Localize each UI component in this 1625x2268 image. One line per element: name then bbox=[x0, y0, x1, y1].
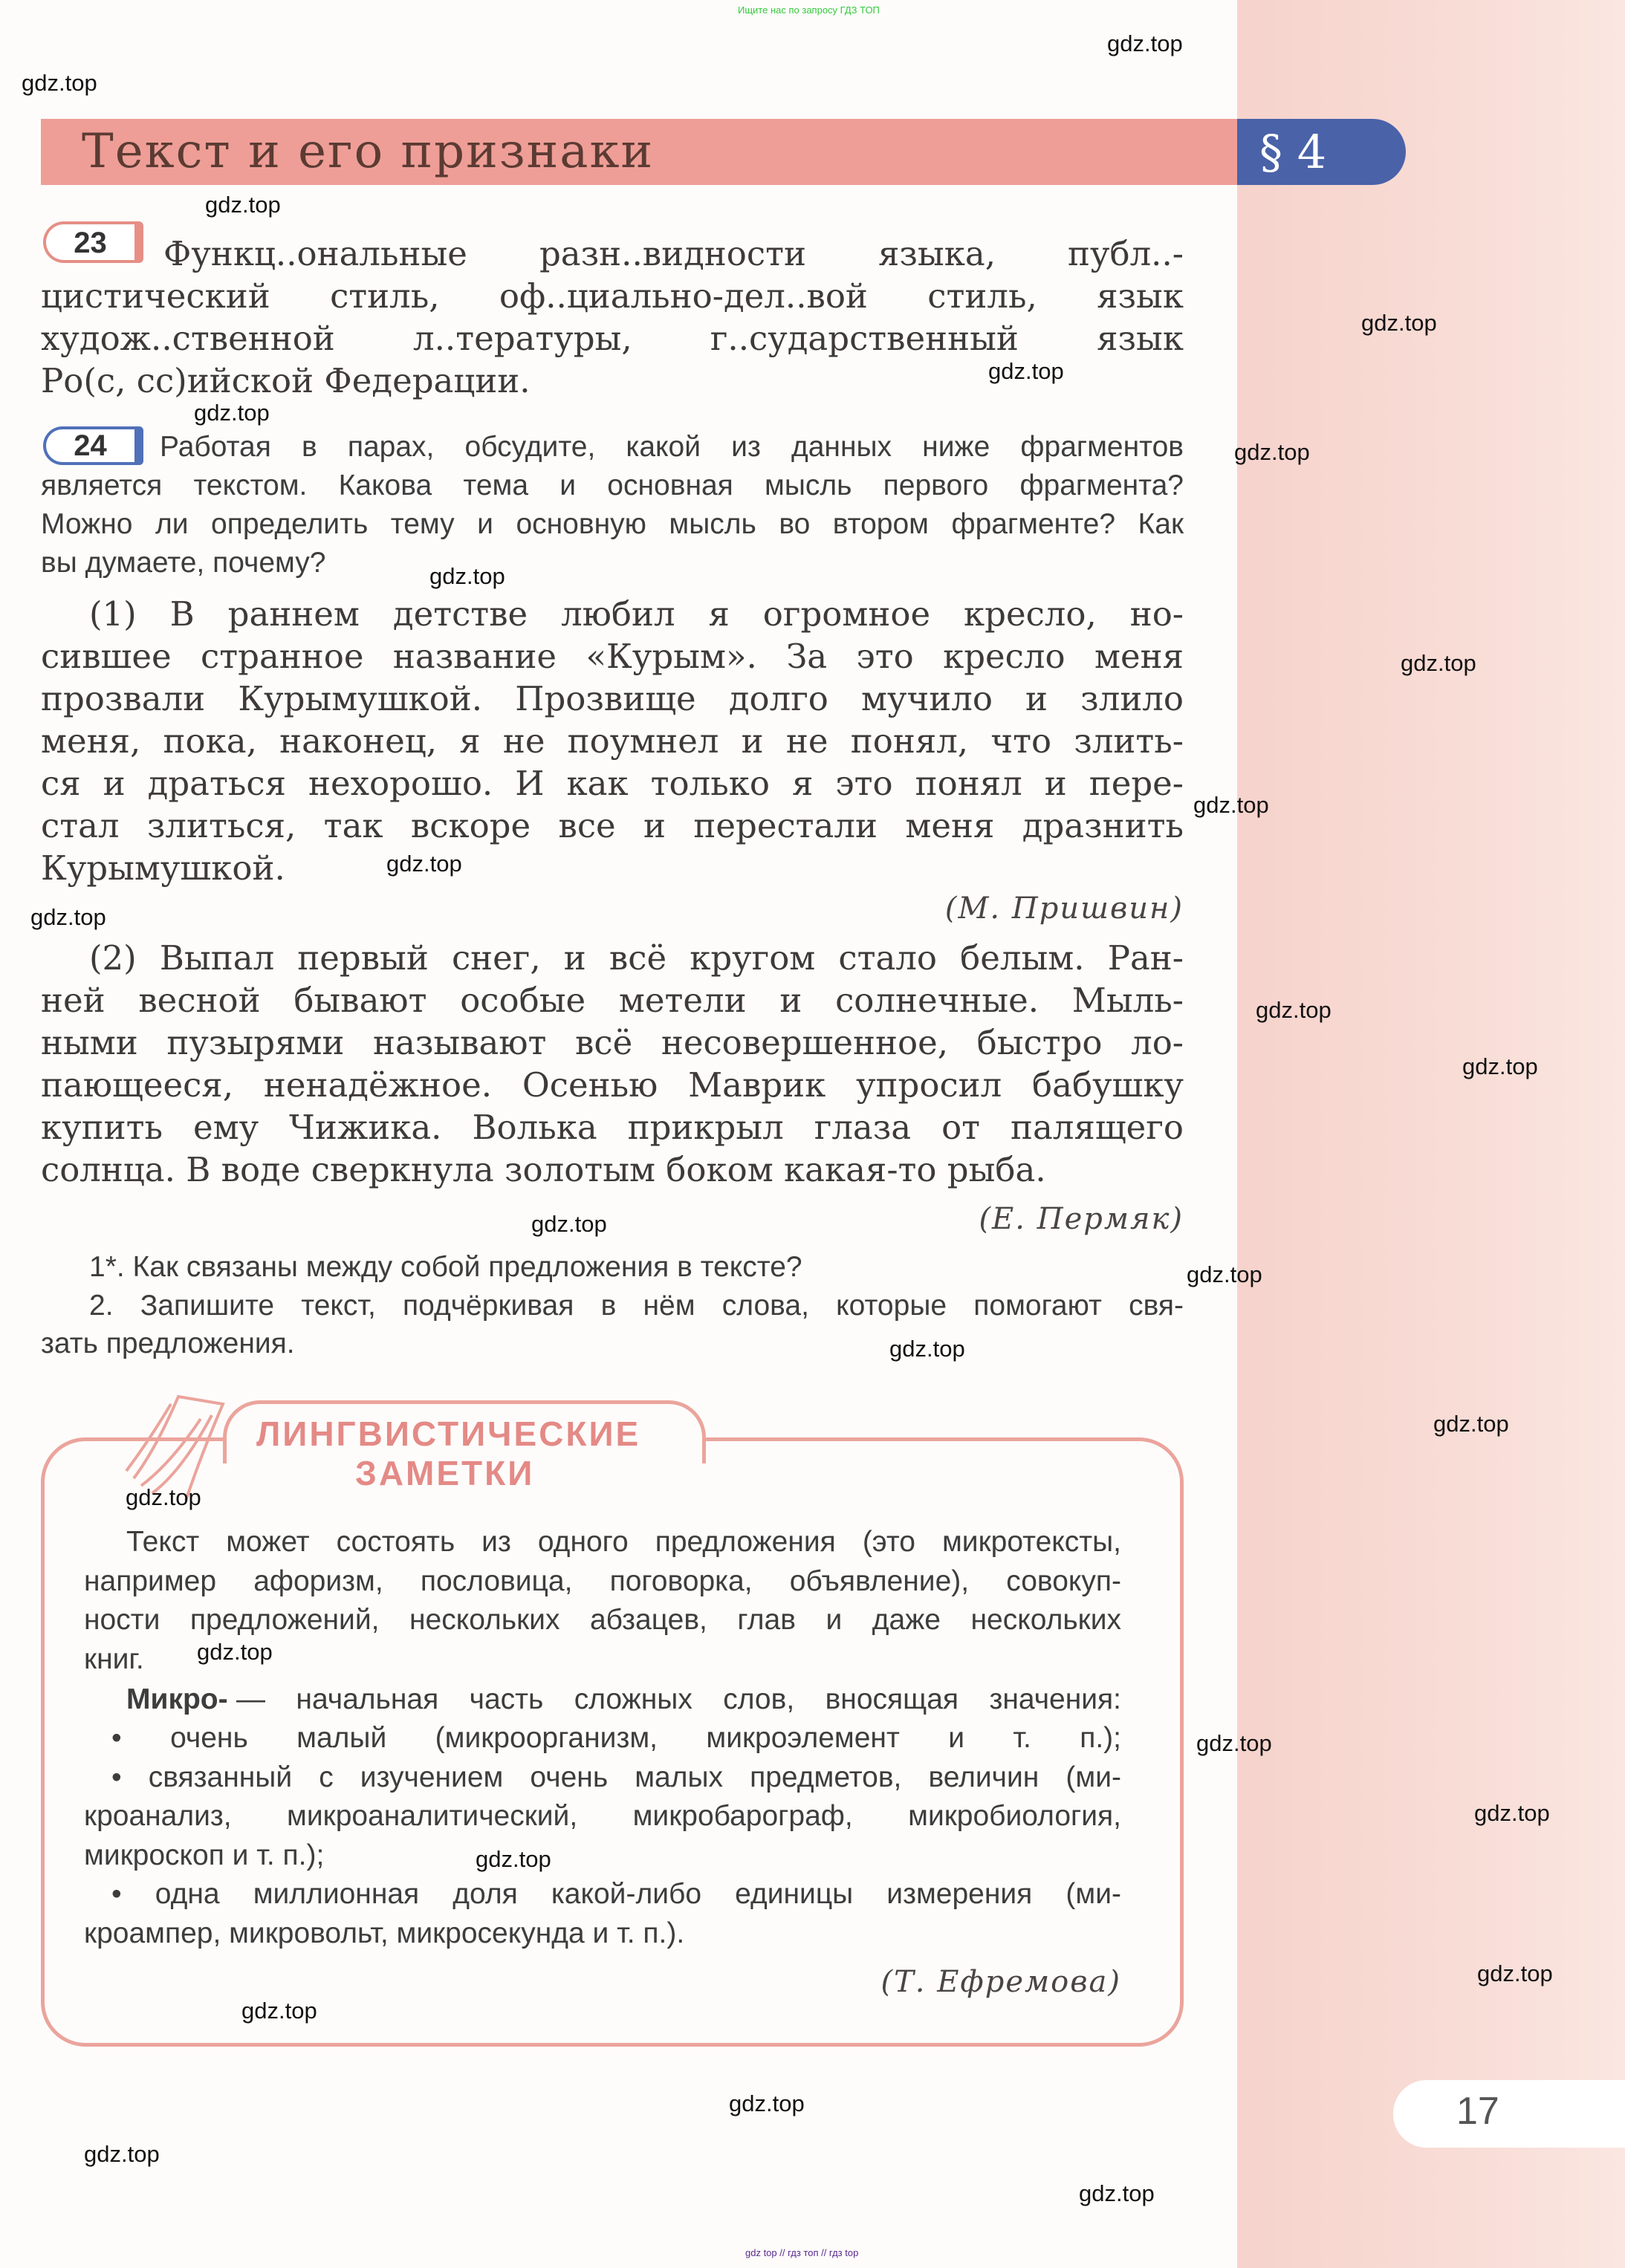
watermark: gdz.top bbox=[1079, 2180, 1155, 2206]
watermark: gdz.top bbox=[1234, 439, 1310, 465]
page-number: 17 bbox=[1456, 2090, 1499, 2133]
fragment1-lines-line: стал злиться, так вскоре все и перестали меня дразнить bbox=[41, 806, 1184, 845]
fragment2-lines-line: пающееся, ненадёжное. Осенью Маврик упросил бабушку bbox=[41, 1065, 1184, 1105]
micro-def: — начальная часть сложных слов, вносящая значения: bbox=[236, 1683, 1121, 1715]
ex23-lines-line: цистический стиль, оф..циально-дел..вой стиль, язык bbox=[41, 276, 1184, 316]
watermark: gdz.top bbox=[531, 1211, 607, 1237]
fragment2-lines-line: солнца. В воде сверкнула золотым боком какая-то рыба. bbox=[41, 1150, 1046, 1189]
watermark: gdz.top bbox=[386, 851, 462, 877]
notes-heading-line2: ЗАМЕТКИ bbox=[355, 1454, 535, 1492]
watermark: gdz.top bbox=[1474, 1800, 1550, 1826]
task-2: 2. Запишите текст, подчёркивая в нём слова, которые помогают свя- bbox=[89, 1290, 1184, 1322]
watermark: gdz.top bbox=[30, 904, 106, 930]
page-title: Текст и его признаки bbox=[82, 124, 655, 179]
watermark: gdz.top bbox=[1187, 1261, 1262, 1287]
page-margin-band bbox=[1237, 0, 1625, 2268]
top-note: Ищите нас по запросу ГДЗ ТОП bbox=[738, 4, 880, 16]
notes-heading-line1: ЛИНГВИСТИЧЕСКИЕ bbox=[256, 1414, 641, 1453]
watermark: gdz.top bbox=[1477, 1960, 1553, 1986]
fragment2-lines-line: купить ему Чижика. Волька прикрыл глаза от палящего bbox=[41, 1108, 1184, 1147]
page-number-pill bbox=[1393, 2080, 1625, 2148]
task-1: 1*. Как связаны между собой предложения в тексте? bbox=[89, 1251, 802, 1283]
watermark: gdz.top bbox=[1401, 650, 1476, 676]
micro-line: • очень малый (микроорганизм, микроэлемент и т. п.); bbox=[111, 1722, 1121, 1754]
notes-intro-line: ности предложений, нескольких абзацев, глав и даже нескольких bbox=[84, 1604, 1121, 1636]
watermark: gdz.top bbox=[126, 1484, 201, 1510]
watermark: gdz.top bbox=[889, 1336, 965, 1362]
notes-intro-line: например афоризм, пословица, поговорка, объявление), совокуп- bbox=[84, 1564, 1121, 1597]
micro-line: • одна миллионная доля какой-либо единицы измерения (ми- bbox=[111, 1878, 1121, 1910]
fragment1-lines-line: ся и драться нехорошо. И как только я это понял и пере- bbox=[41, 764, 1184, 803]
micro-line: микроскоп и т. п.); bbox=[84, 1839, 325, 1871]
bottom-note: gdz top // гдз топ // гдз top bbox=[745, 2247, 859, 2258]
watermark: gdz.top bbox=[1433, 1411, 1509, 1437]
micro-line: • связанный с изучением очень малых предметов, величин (ми- bbox=[111, 1761, 1121, 1793]
watermark: gdz.top bbox=[988, 358, 1064, 384]
watermark: gdz.top bbox=[1196, 1730, 1272, 1756]
watermark: gdz.top bbox=[1361, 310, 1437, 336]
watermark: gdz.top bbox=[197, 1639, 273, 1665]
watermark: gdz.top bbox=[429, 563, 505, 589]
fragment1-author: (М. Пришвин) bbox=[944, 891, 1184, 926]
ex24-lines-line: является текстом. Какова тема и основная мысль первого фрагмента? bbox=[41, 469, 1184, 501]
watermark: gdz.top bbox=[241, 1998, 317, 2024]
fragment1-lines-line: Курымушкой. bbox=[41, 848, 285, 888]
watermark: gdz.top bbox=[1193, 792, 1269, 818]
watermark: gdz.top bbox=[84, 2141, 160, 2167]
watermark: gdz.top bbox=[205, 192, 281, 218]
fragment2-lines-line: ней весной бывают особые метели и солнечные. Мыль- bbox=[41, 981, 1184, 1020]
watermark: gdz.top bbox=[476, 1846, 551, 1872]
exercise-24-badge: 24 bbox=[43, 426, 143, 465]
task-2-cont: зать предложения. bbox=[41, 1328, 295, 1359]
watermark: gdz.top bbox=[1462, 1053, 1538, 1079]
ex24-lines-line: Можно ли определить тему и основную мысль во втором фрагменте? Как bbox=[41, 508, 1184, 540]
fragment1-lines-line: (1) В раннем детстве любил я огромное кресло, но- bbox=[89, 594, 1184, 634]
notes-intro-line: Текст может состоять из одного предложения (это микротексты, bbox=[126, 1526, 1121, 1558]
ex23-lines-line: худож..ственной л..тературы, г..сударственный язык bbox=[41, 319, 1184, 358]
watermark: gdz.top bbox=[194, 400, 270, 426]
fragment2-lines-line: ными пузырями называют всё несовершенное, быстро ло- bbox=[41, 1023, 1184, 1062]
micro-term: Микро- bbox=[126, 1683, 228, 1715]
micro-line: кроампер, микровольт, микросекунда и т. п.). bbox=[84, 1917, 685, 1949]
watermark: gdz.top bbox=[729, 2090, 805, 2116]
ex24-lines-line: Работая в парах, обсудите, какой из данных ниже фрагментов bbox=[160, 431, 1184, 463]
watermark: gdz.top bbox=[1107, 30, 1183, 56]
fragment1-lines-line: прозвали Курымушкой. Прозвище долго мучило и злило bbox=[41, 679, 1184, 718]
fragment2-author: (Е. Пермяк) bbox=[979, 1202, 1184, 1236]
watermark: gdz.top bbox=[22, 70, 97, 96]
notes-intro-line: книг. bbox=[84, 1642, 144, 1675]
micro-line: кроанализ, микроаналитический, микробарограф, микробиология, bbox=[84, 1800, 1121, 1832]
section-tab: § 4 bbox=[1237, 119, 1406, 185]
ex24-lines-line: вы думаете, почему? bbox=[41, 547, 326, 579]
ex23-lines-line: Функц..ональные разн..видности языка, публ..- bbox=[163, 234, 1184, 273]
watermark: gdz.top bbox=[1256, 997, 1332, 1023]
notes-author: (Т. Ефремова) bbox=[880, 1965, 1121, 1999]
fragment2-lines-line: (2) Выпал первый снег, и всё кругом стало белым. Ран- bbox=[89, 938, 1184, 978]
fragment1-lines-line: сившее странное название «Курым». За это кресло меня bbox=[41, 637, 1184, 676]
fragment1-lines-line: меня, пока, наконец, я не поумнел и не понял, что злить- bbox=[41, 721, 1184, 761]
exercise-23-badge: 23 bbox=[43, 221, 143, 263]
ex23-lines-line: Ро(с, сс)ийской Федерации. bbox=[41, 361, 531, 400]
